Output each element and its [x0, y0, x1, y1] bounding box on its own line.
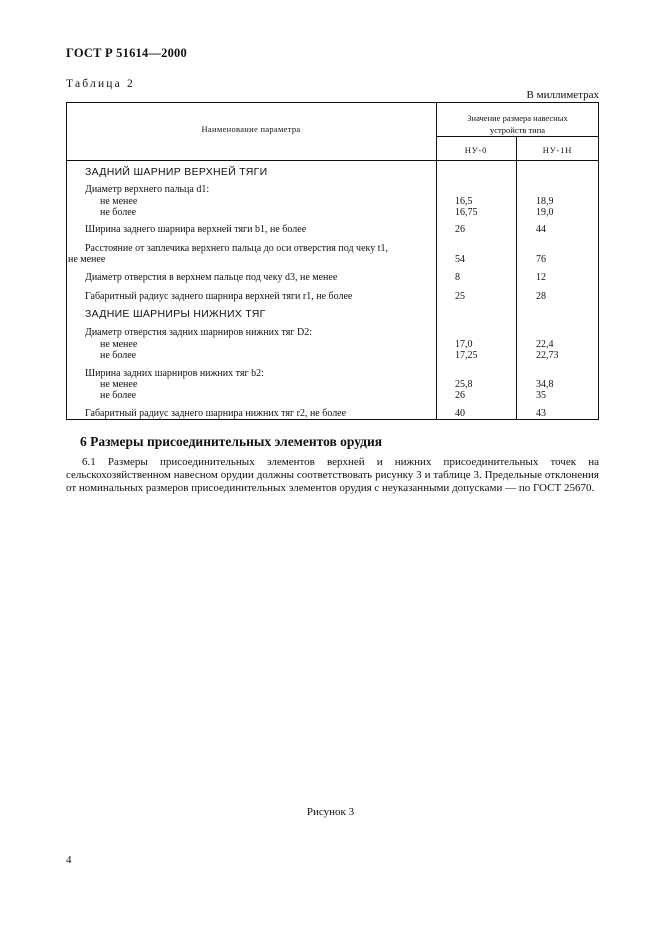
value-cell: 25 — [455, 291, 465, 302]
value-cell: 34,8 — [536, 379, 554, 390]
value-cell: 18,9 — [536, 196, 554, 207]
row-upper-pin-diameter-label: Диаметр верхнего пальца d1: — [85, 184, 210, 195]
header-parameter-name: Наименование параметра — [201, 124, 301, 134]
value-cell: 76 — [536, 254, 546, 265]
row-shoulder-distance-label-cont: не менее — [68, 254, 106, 265]
header-col-nu0: НУ-0 — [464, 145, 488, 155]
row-pin-hole-diameter-label: Диаметр отверстия в верхнем пальце под чеку d3, не менее — [85, 272, 338, 283]
value-cell: 40 — [455, 408, 465, 419]
value-cell: 26 — [455, 224, 465, 235]
value-cell: 54 — [455, 254, 465, 265]
row-lower-hinge-width-min-label: не менее — [100, 379, 138, 390]
header-col-nu1n: НУ-1Н — [542, 145, 573, 155]
value-cell: 22,73 — [536, 350, 559, 361]
row-lower-hinge-width-max-label: не более — [100, 390, 137, 401]
figure-caption: Рисунок 3 — [306, 806, 355, 818]
units-note: В миллиметрах — [526, 89, 599, 101]
header-values — [436, 112, 599, 136]
value-cell: 43 — [536, 408, 546, 419]
paragraph-text: 6.1 Размеры присоединительных элементов верхней и нижних присоединительных точек на сельскохозяйственном навесном орудии должны соответствовать рисунку 3 и таблице 3. Предельные отклонения от номинальных размеров присоединительных элементов орудия с неуказанными допусками — по ГОСТ 25670. — [66, 456, 599, 495]
value-cell: 16,5 — [455, 196, 473, 207]
header-values-line1: Значение размера навесных — [467, 113, 568, 123]
value-cell: 44 — [536, 224, 546, 235]
row-lower-hole-diameter-label: Диаметр отверстия задних шарниров нижних тяг D2: — [85, 327, 312, 338]
header-divider — [66, 160, 599, 161]
row-lower-hole-diameter-max-label: не более — [100, 350, 137, 361]
parameters-table — [66, 102, 599, 420]
row-shoulder-distance-label: Расстояние от заплечика верхнего пальца до оси отверстия под чеку t1, — [85, 243, 389, 254]
row-upper-hinge-width-label: Ширина заднего шарнира верхней тяги b1, не более — [85, 224, 307, 235]
value-cell: 26 — [455, 390, 465, 401]
section-paragraph — [66, 456, 599, 496]
value-cell: 17,0 — [455, 339, 473, 350]
value-cell: 17,25 — [455, 350, 478, 361]
row-lower-hinge-width-label: Ширина задних шарниров нижних тяг b2: — [85, 368, 264, 379]
table-border-left — [66, 102, 67, 420]
value-cell: 28 — [536, 291, 546, 302]
section-heading: 6 Размеры присоединительных элементов орудия — [80, 434, 383, 449]
row-upper-pin-diameter-min-label: не менее — [100, 196, 138, 207]
row-lower-hole-diameter-min-label: не менее — [100, 339, 138, 350]
value-cell: 8 — [455, 272, 460, 283]
value-cell: 12 — [536, 272, 546, 283]
section-upper-link-title: ЗАДНИЙ ШАРНИР ВЕРХНЕЙ ТЯГИ — [85, 166, 268, 178]
row-upper-hinge-radius-label: Габаритный радиус заднего шарнира верхней тяги r1, не более — [85, 291, 353, 302]
header-values-line2: устройств типа — [489, 125, 546, 135]
table-border-top — [66, 102, 599, 103]
value-cell: 16,75 — [455, 207, 478, 218]
table-border-bottom — [66, 419, 599, 420]
value-cell: 19,0 — [536, 207, 554, 218]
value-cell: 22,4 — [536, 339, 554, 350]
row-upper-pin-diameter-max-label: не более — [100, 207, 137, 218]
value-cell: 25,8 — [455, 379, 473, 390]
page-number: 4 — [66, 854, 72, 866]
table-caption: Таблица 2 — [66, 78, 135, 90]
section-lower-links-title: ЗАДНИЕ ШАРНИРЫ НИЖНИХ ТЯГ — [85, 308, 266, 320]
document-code: ГОСТ Р 51614—2000 — [66, 46, 187, 60]
row-lower-hinge-radius-label: Габаритный радиус заднего шарнира нижних тяг r2, не более — [85, 408, 347, 419]
column-divider-values — [516, 136, 517, 420]
value-cell: 35 — [536, 390, 546, 401]
header-subdivider — [436, 136, 599, 137]
